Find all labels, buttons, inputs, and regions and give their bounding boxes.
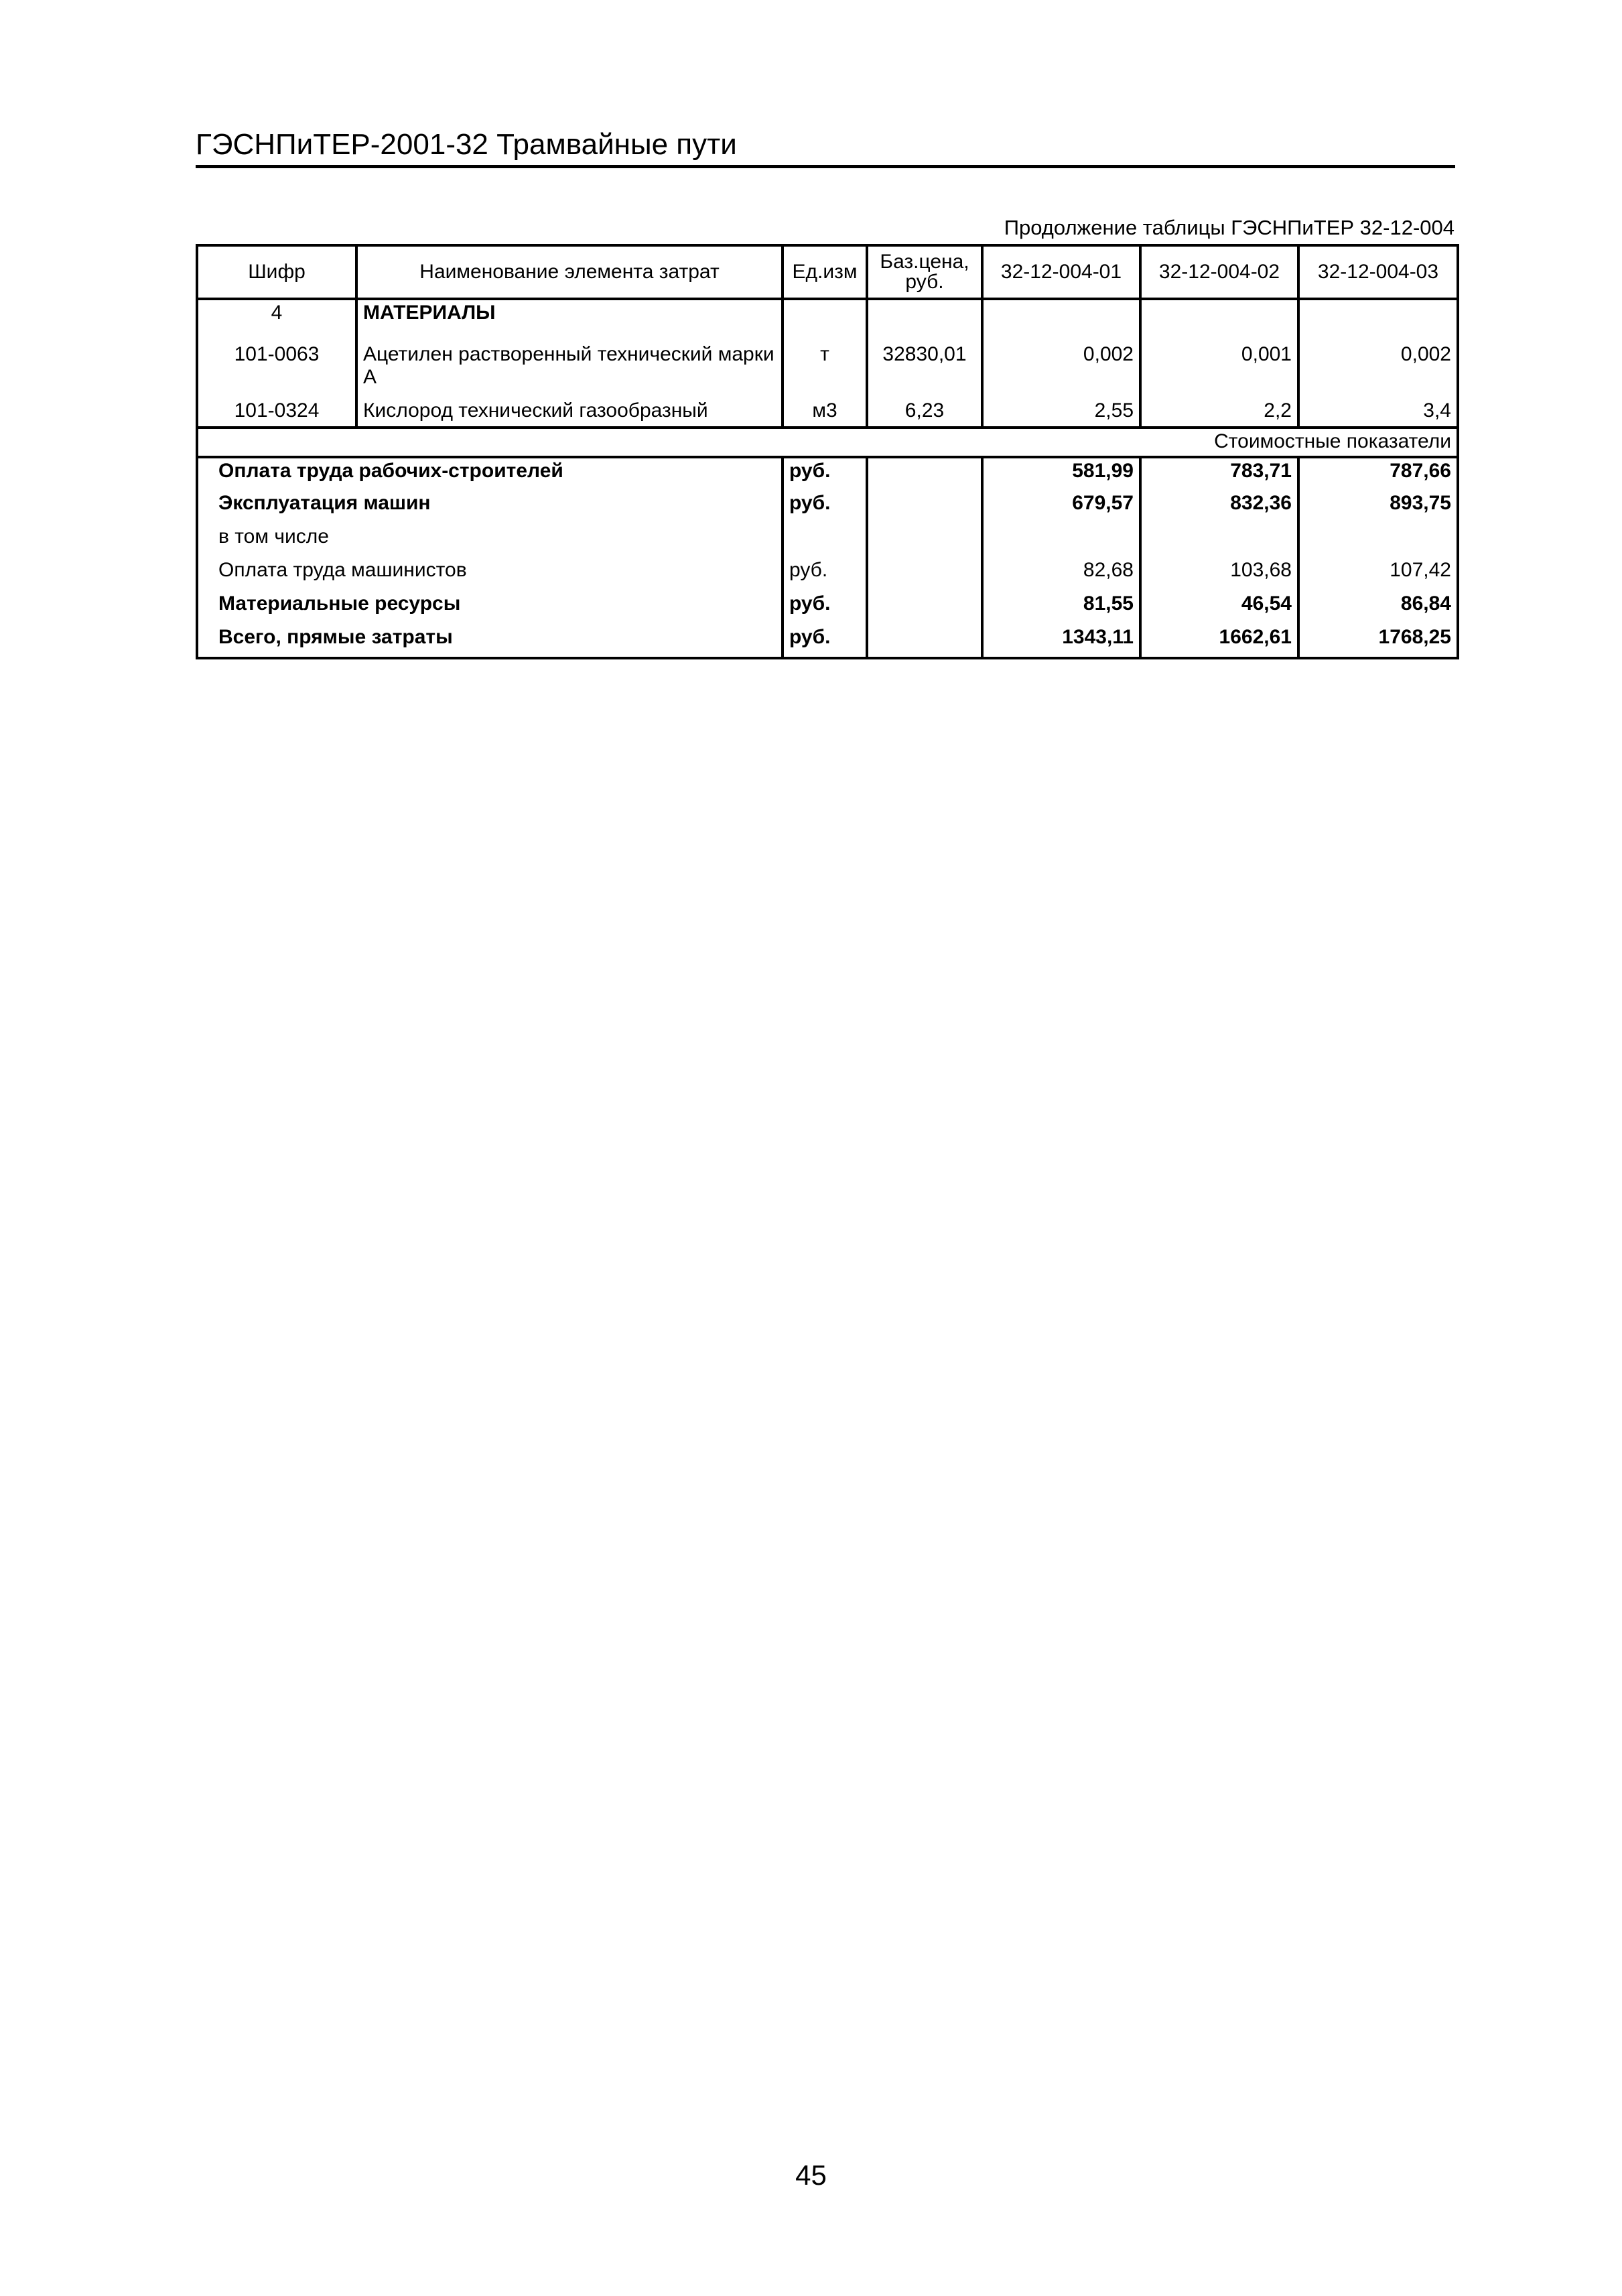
summary-unit: руб. — [783, 491, 867, 524]
col-header-name: Наименование элемента затрат — [356, 245, 783, 299]
summary-row — [197, 524, 1458, 558]
summary-unit: руб. — [783, 625, 867, 658]
material-unit: т — [783, 342, 867, 398]
summary-value-03: 107,42 — [1298, 558, 1458, 591]
summary-value-03: 1768,25 — [1298, 625, 1458, 658]
summary-label: Материальные ресурсы — [197, 591, 783, 625]
summary-unit — [783, 524, 867, 558]
material-value-01: 2,55 — [982, 398, 1140, 428]
table-row — [197, 342, 1458, 398]
material-code: 101-0063 — [197, 342, 356, 398]
summary-value-02: 832,36 — [1140, 491, 1298, 524]
summary-value-02: 46,54 — [1140, 591, 1298, 625]
material-value-01: 0,002 — [982, 342, 1140, 398]
summary-value-01: 679,57 — [982, 491, 1140, 524]
summary-label: Эксплуатация машин — [197, 491, 783, 524]
material-base-price: 6,23 — [867, 398, 982, 428]
document-header: ГЭСНПиТЕР-2001-32 Трамвайные пути — [196, 127, 1455, 168]
col-header-unit: Ед.изм — [783, 245, 867, 299]
material-value-02: 2,2 — [1140, 398, 1298, 428]
summary-row — [197, 591, 1458, 625]
section-row — [197, 299, 1458, 342]
page-number: 45 — [795, 2159, 827, 2191]
material-name: Ацетилен растворенный технический марки А — [356, 342, 783, 398]
material-value-03: 3,4 — [1298, 398, 1458, 428]
table-row — [197, 398, 1458, 428]
col-header-norm-02: 32-12-004-02 — [1140, 245, 1298, 299]
summary-value-01: 1343,11 — [982, 625, 1140, 658]
summary-row — [197, 625, 1458, 658]
summary-unit: руб. — [783, 457, 867, 491]
col-header-code: Шифр — [197, 245, 356, 299]
col-header-base-price: Баз.цена, руб. — [867, 245, 982, 299]
cost-indicators-row — [197, 428, 1458, 457]
summary-value-03: 86,84 — [1298, 591, 1458, 625]
material-value-02: 0,001 — [1140, 342, 1298, 398]
summary-value-02: 1662,61 — [1140, 625, 1298, 658]
section-code: 4 — [197, 299, 356, 342]
material-value-03: 0,002 — [1298, 342, 1458, 398]
material-name: Кислород технический газообразный — [356, 398, 783, 428]
material-code: 101-0324 — [197, 398, 356, 428]
summary-value-03 — [1298, 524, 1458, 558]
summary-unit: руб. — [783, 558, 867, 591]
summary-label: Оплата труда машинистов — [197, 558, 783, 591]
cost-table — [196, 244, 1459, 659]
summary-value-02: 783,71 — [1140, 457, 1298, 491]
summary-label: Всего, прямые затраты — [197, 625, 783, 658]
summary-value-01: 82,68 — [982, 558, 1140, 591]
summary-unit: руб. — [783, 591, 867, 625]
summary-row — [197, 491, 1458, 524]
summary-label: Оплата труда рабочих-строителей — [197, 457, 783, 491]
col-header-norm-03: 32-12-004-03 — [1298, 245, 1458, 299]
section-title: МАТЕРИАЛЫ — [356, 299, 783, 342]
summary-row — [197, 457, 1458, 491]
material-base-price: 32830,01 — [867, 342, 982, 398]
material-unit: м3 — [783, 398, 867, 428]
cost-indicators-label: Стоимостные показатели — [197, 428, 1458, 457]
summary-value-02: 103,68 — [1140, 558, 1298, 591]
summary-value-01: 81,55 — [982, 591, 1140, 625]
summary-label: в том числе — [197, 524, 783, 558]
summary-row — [197, 558, 1458, 591]
col-header-norm-01: 32-12-004-01 — [982, 245, 1140, 299]
table-header-row — [197, 245, 1458, 299]
summary-value-03: 787,66 — [1298, 457, 1458, 491]
table-continuation-note: Продолжение таблицы ГЭСНПиТЕР 32-12-004 — [1004, 216, 1455, 239]
summary-value-01: 581,99 — [982, 457, 1140, 491]
summary-value-01 — [982, 524, 1140, 558]
summary-value-03: 893,75 — [1298, 491, 1458, 524]
summary-value-02 — [1140, 524, 1298, 558]
